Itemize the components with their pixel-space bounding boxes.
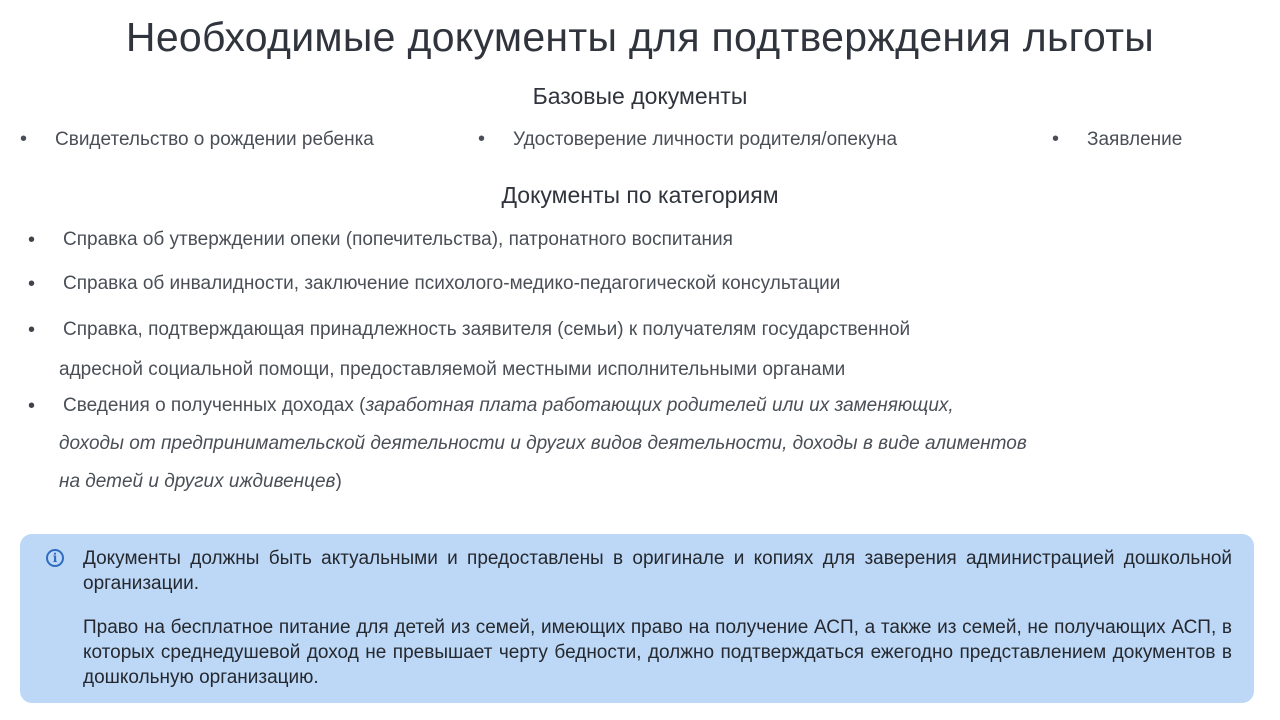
bullet-icon: • <box>28 273 36 295</box>
category-item-guardianship <box>28 229 1208 273</box>
bullet-icon: • <box>1052 128 1060 150</box>
income-details-1: заработная плата работающих родителей или их заменяющих, <box>365 395 954 416</box>
basic-item-label: Свидетельство о рождении ребенка <box>55 129 374 150</box>
category-item-text: Справка об инвалидности, заключение психолого-медико-педагогической консультации <box>63 273 841 294</box>
category-item-social-assistance <box>28 310 1208 395</box>
category-item-text-line1 <box>28 387 1208 425</box>
basic-item-label: Удостоверение личности родителя/опекуна <box>513 129 898 150</box>
basic-item-label: Заявление <box>1087 129 1183 150</box>
income-suffix: ) <box>335 471 342 492</box>
bullet-icon: • <box>28 395 36 417</box>
info-note-free-meals: Право на бесплатное питание для детей из семей, имеющих право на получение АСП, а также из семей, не получающих АСП, в которых среднедушевой доход не превышает черту бедности, должно подтверждаться ежегодно представлением документов в дошкольную организацию. <box>83 617 1232 688</box>
bullet-icon: • <box>28 319 36 341</box>
income-details-3: на детей и других иждивенцев <box>59 471 336 492</box>
category-documents-heading: Документы по категориям <box>501 182 779 208</box>
income-details-2: доходы от предпринимательской деятельности и других видов деятельности, доходы в виде алиментов <box>59 433 1027 454</box>
category-item-text-line1: Справка, подтверждающая принадлежность заявителя (семьи) к получателям государственной <box>63 319 911 340</box>
income-prefix: Сведения о полученных доходах ( <box>63 395 366 416</box>
category-item-text-line2: адресной социальной помощи, предоставляемой местными исполнительными органами <box>59 359 846 380</box>
basic-documents-heading: Базовые документы <box>532 83 748 109</box>
info-note-originals: Документы должны быть актуальными и предоставлены в оригинале и копиях для заверения администрацией дошкольной организации. <box>83 548 1232 594</box>
info-icon: i <box>46 549 64 567</box>
page-title: Необходимые документы для подтверждения льготы <box>125 14 1155 60</box>
info-callout <box>20 534 1254 703</box>
bullet-icon: • <box>20 128 28 150</box>
category-item-text: Справка об утверждении опеки (попечительства), патронатного воспитания <box>63 229 733 250</box>
bullet-icon: • <box>478 128 486 150</box>
category-documents-list <box>28 229 1208 501</box>
category-item-text-line2 <box>28 425 1208 463</box>
bullet-icon: • <box>28 229 36 251</box>
category-item-text-line3 <box>28 463 1208 501</box>
category-item-income <box>28 387 1208 501</box>
